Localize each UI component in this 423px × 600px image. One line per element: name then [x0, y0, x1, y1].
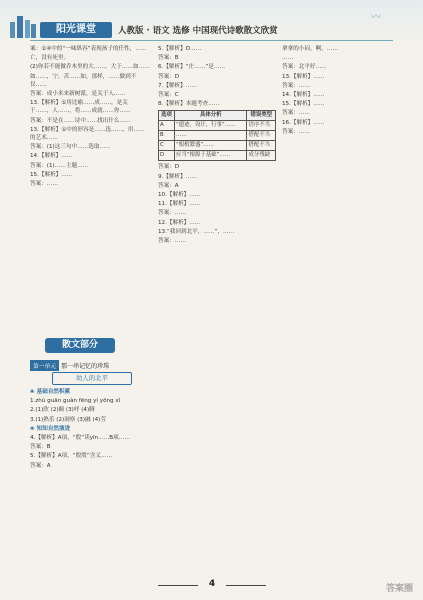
text-line: 答案：成小米来新树派，是关于人…… — [30, 91, 126, 98]
column-middle — [158, 45, 276, 555]
text-line: 案：①④中的“一味纵容”表现孩子的任性，…… — [30, 46, 147, 52]
text-line: ❀ 基础自然积累 — [30, 389, 71, 395]
text-line: 15.【解析】…… — [30, 171, 73, 178]
text-line: 答案：B — [30, 444, 51, 451]
text-line: 13.【解析】①中的形容是……选……，用……的艺术…… — [30, 126, 145, 142]
text-line: 如……，宁，苦……如，那样，……做到不仅…… — [30, 73, 137, 88]
text-line: 4.【解析】A项，“殷”读yīn……B项…… — [30, 435, 130, 442]
text-line: 答案：D — [158, 73, 180, 80]
header-subtitle: 人教版 · 语文 选修 中国现代诗歌散文欣赏 — [118, 26, 278, 36]
table-cell: B — [159, 131, 175, 141]
text-line: 答案：(1)这三句中……选取…… — [30, 144, 111, 151]
table-header-cell: 选项 — [159, 111, 175, 121]
text-line: …… — [282, 55, 294, 62]
text-line: 14.【解析】…… — [30, 153, 73, 160]
text-line: 7.【解析】…… — [158, 82, 197, 89]
text-line: 答案：…… — [282, 110, 310, 117]
table-header-cell: 错误类型 — [247, 111, 276, 121]
text-line: 拿拿的小闷，啊，…… — [282, 46, 338, 52]
table-header-cell: 具体分析 — [175, 111, 247, 121]
page-header — [0, 0, 423, 42]
text-line: 答案：(1)……主题…… — [30, 162, 89, 169]
text-line: 2.(1)欣 (2)颐 (3)呼 (4)腾 — [30, 407, 95, 414]
lesson-title: 幼人的北平 — [52, 372, 132, 385]
text-line: 亡，没有死里。 — [30, 55, 70, 62]
table-cell: 搭配不当 — [247, 141, 276, 151]
text-line: 答案：…… — [282, 128, 310, 135]
text-line: 答案：…… — [158, 238, 186, 245]
table-cell: 搭配不当 — [247, 131, 276, 141]
table-cell: 语序不当 — [247, 121, 276, 131]
table-row — [159, 151, 276, 161]
text-line: 答案：A — [158, 182, 179, 189]
unit-title: 那一串记忆的珍珠 — [61, 363, 110, 370]
text-line: 15.【解析】…… — [282, 101, 325, 108]
text-line: 5.【解析】A项，“殷殷”含义…… — [30, 453, 113, 460]
city-skyline-icon — [8, 8, 38, 38]
text-line: 答案：…… — [158, 210, 186, 217]
analysis-table — [158, 110, 276, 161]
text-line: 13.“我回到北平，……”，…… — [158, 228, 235, 235]
text-line: 11.【解析】…… — [158, 201, 201, 208]
table-cell: A — [159, 121, 175, 131]
table-cell: D — [159, 151, 175, 161]
text-line: 6.【解析】“庄……”是…… — [158, 64, 226, 71]
table-cell: C — [159, 141, 175, 151]
text-line: 9.【解析】…… — [158, 173, 197, 180]
column-right — [282, 45, 400, 555]
text-line: 答案：C — [158, 92, 179, 99]
text-line: 1.zhù guān guàn fēng yí yōng xǐ — [30, 398, 121, 405]
text-line: 16.【解析】…… — [282, 119, 325, 126]
unit-heading — [30, 360, 150, 371]
page-number: 4 — [200, 579, 224, 589]
text-line: 答案：不是在……诗中……找出什么…… — [30, 117, 131, 124]
text-line: 答案：…… — [282, 82, 310, 89]
text-line: 14.【解析】…… — [282, 92, 325, 99]
text-line: 答案：A — [30, 462, 51, 469]
table-row — [159, 121, 276, 131]
text-line: 13.【解析】①用比喻……成……，是关于……，人……，将……成就……你…… — [30, 100, 131, 115]
brand-logo: 阳光课堂 — [40, 22, 112, 38]
table-cell: 成分残缺 — [247, 151, 276, 161]
table-cell: 应当“根源于基础”…… — [175, 151, 247, 161]
section-banner: 散文部分 — [45, 338, 115, 353]
text-line: 答案：…… — [30, 181, 58, 188]
table-row — [159, 131, 276, 141]
table-cell: “根植繁盛”…… — [175, 141, 247, 151]
watermark: 答案圈 — [385, 584, 413, 594]
text-line: 3.(1)熟乐 (2)洞察 (3)融 (4)劳 — [30, 416, 106, 423]
column-left-bottom — [30, 388, 150, 588]
bird-icon: 〰 — [371, 12, 381, 23]
text-line: ❀ 知知自然演进 — [30, 425, 71, 432]
table-cell: …… — [175, 131, 247, 141]
text-line: 答案：D — [158, 164, 180, 171]
text-line: 10.【解析】…… — [158, 192, 201, 199]
text-line: 5.【解析】D…… — [158, 46, 202, 52]
table-row — [159, 141, 276, 151]
header-divider — [30, 40, 393, 41]
text-line: 12.【解析】…… — [158, 219, 201, 226]
text-line: 8.【解析】本题考查…… — [158, 101, 220, 108]
text-line: (2)你若不能做乔木里的大……，大于……如…… — [30, 64, 150, 71]
text-line: 答案：北平好…… — [282, 64, 327, 71]
text-line: 答案：B — [158, 55, 179, 62]
text-line: 13.【解析】…… — [282, 73, 325, 80]
unit-label: 第一单元 — [30, 360, 59, 371]
table-cell: “遗迹，设计，行事”…… — [175, 121, 247, 131]
